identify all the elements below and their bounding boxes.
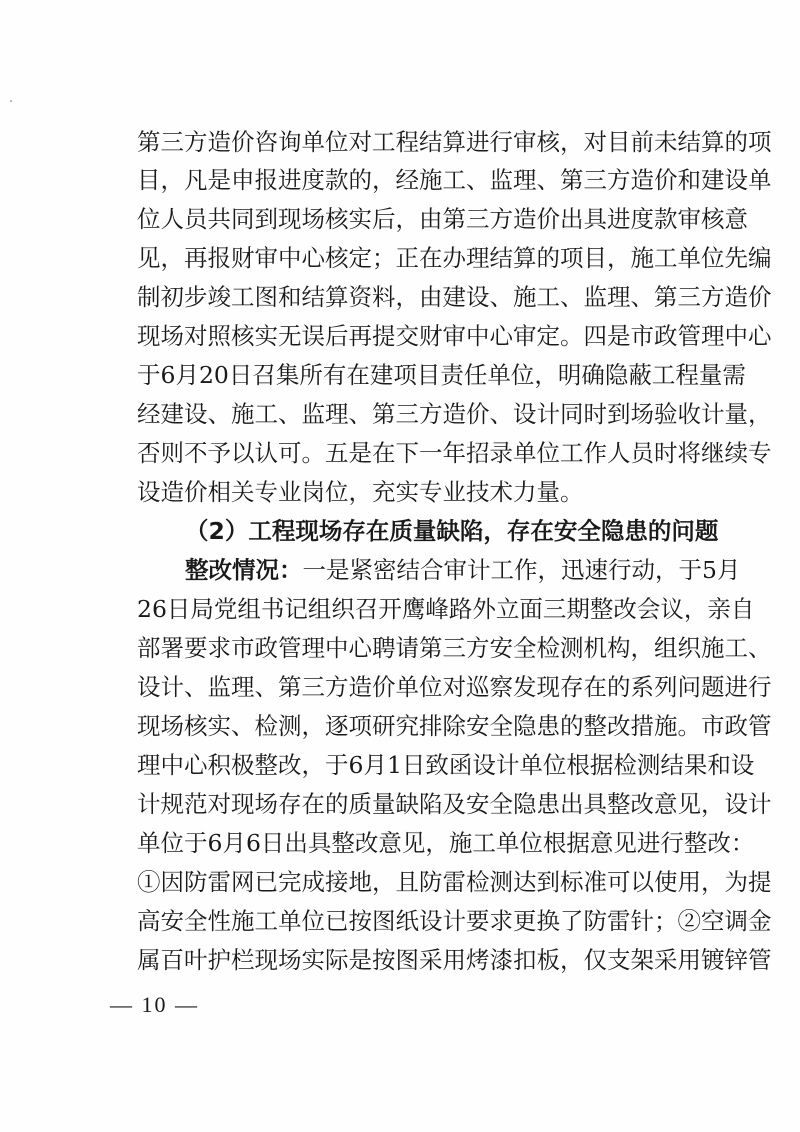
- text-line: 见，再报财审中心核定；正在办理结算的项目，施工单位先编: [137, 244, 772, 272]
- text-line: 现场核实、检测，逐项研究排除安全隐患的整改措施。市政管: [137, 712, 772, 740]
- text-line: 现场对照核实无误后再提交财审中心审定。四是市政管理中心: [137, 322, 772, 350]
- margin-mark: [10, 100, 12, 102]
- text-line: 计规范对现场存在的质量缺陷及安全隐患出具整改意见，设计: [137, 790, 772, 818]
- text-line: 目，凡是申报进度款的，经施工、监理、第三方造价和建设单: [137, 166, 772, 194]
- text-line: 理中心积极整改，于6月1日致函设计单位根据检测结果和设: [137, 751, 755, 779]
- rectification-label: 整改情况：: [185, 556, 303, 584]
- text-line: 设计、监理、第三方造价单位对巡察发现存在的系列问题进行: [137, 673, 772, 701]
- paragraph-first-line: [185, 553, 741, 587]
- text-line: 高安全性施工单位已按图纸设计要求更换了防雷针；②空调金: [137, 907, 772, 935]
- text-line: ①因防雷网已完成接地，且防雷检测达到标准可以使用，为提: [137, 868, 772, 896]
- text-line: 26日局党组书记组织召开鹰峰路外立面三期整改会议，亲自: [137, 595, 755, 623]
- text-line: 设造价相关专业岗位，充实专业技术力量。: [137, 478, 584, 506]
- section-heading: （2）工程现场存在质量缺陷，存在安全隐患的问题: [185, 517, 719, 545]
- paragraph-first-line-text: 一是紧密结合审计工作，迅速行动，于5月: [302, 556, 741, 584]
- text-line: 第三方造价咨询单位对工程结算进行审核，对目前未结算的项: [137, 128, 772, 156]
- text-line: 制初步竣工图和结算资料，由建设、施工、监理、第三方造价: [137, 283, 772, 311]
- text-line: 部署要求市政管理中心聘请第三方安全检测机构，组织施工、: [137, 634, 772, 662]
- text-line: 位人员共同到现场核实后，由第三方造价出具进度款审核意: [137, 205, 748, 233]
- text-line: 经建设、施工、监理、第三方造价、设计同时到场验收计量，: [137, 400, 772, 428]
- text-line: 于6月20日召集所有在建项目责任单位，明确隐蔽工程量需: [137, 361, 746, 389]
- text-line: 属百叶护栏现场实际是按图采用烤漆扣板，仅支架采用镀锌管: [137, 946, 772, 974]
- text-line: 单位于6月6日出具整改意见，施工单位根据意见进行整改：: [137, 829, 755, 857]
- text-line: 否则不予以认可。五是在下一年招录单位工作人员时将继续专: [137, 439, 772, 467]
- page-number: — 10 —: [110, 992, 199, 1017]
